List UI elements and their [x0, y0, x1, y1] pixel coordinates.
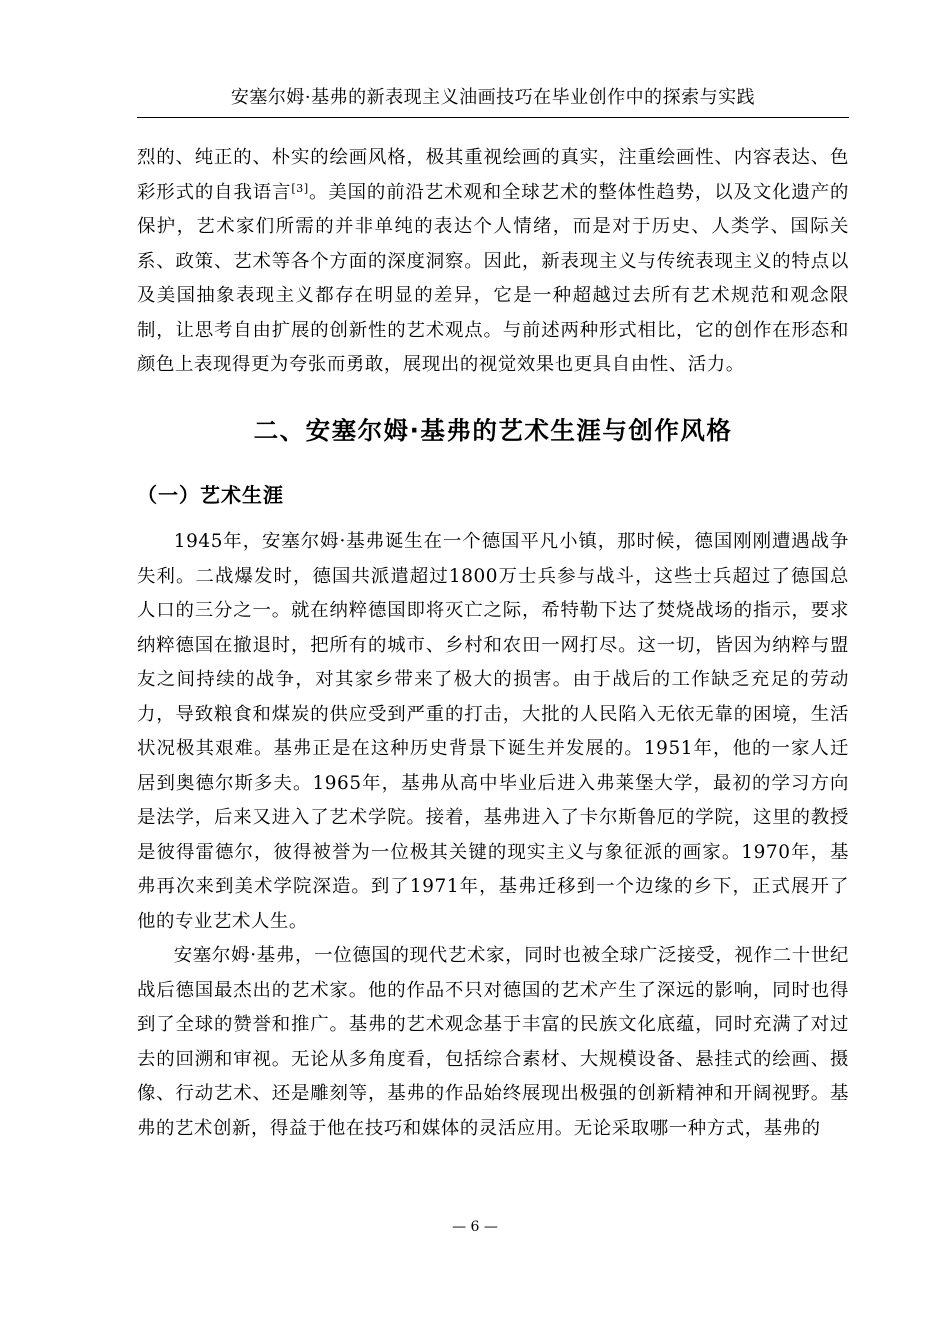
intro-text-part-2: 。美国的前沿艺术观和全球艺术的整体性趋势，以及文化遗产的保护，艺术家们所需的并非单纯的表达个人情绪，而是对于历史、人类学、国际关系、政策、艺术等各个方面的深度洞察。因此，新表现主义与传统表现主义的特点以及美国抽象表现主义都存在明显的差异，它是一种超越过去所有艺术规范和观念限制，让思考自由扩展的创新性的艺术观点。与前述两种形式相比，它的创作在形态和颜色上表现得更为夸张而勇敢，展现出的视觉效果也更具自由性、活力。 — [137, 181, 849, 375]
citation-marker[interactable]: [3] — [291, 181, 309, 195]
paragraph-1: 1945年，安塞尔姆·基弗诞生在一个德国平凡小镇，那时候，德国刚刚遭遇战争失利。二战爆发时，德国共派遣超过1800万士兵参与战斗，这些士兵超过了德国总人口的三分之一。就在纳粹德国即将灭亡之际，希特勒下达了焚烧战场的指示，要求纳粹德国在撤退时，把所有的城市、乡村和农田一网打尽。这一切，皆因为纳粹与盟友之间持续的战争，对其家乡带来了极大的损害。由于战后的工作缺乏充足的劳动力，导致粮食和煤炭的供应受到严重的打击，大批的人民陷入无依无靠的困境，生活状况极其艰难。基弗正是在这种历史背景下诞生并发展的。1951年，他的一家人迁居到奥德尔斯多夫。1965年，基弗从高中毕业后进入弗莱堡大学，最初的学习方向是法学，后来又进入了艺术学院。接着，基弗进入了卡尔斯鲁厄的学院，这里的教授是彼得雷德尔，彼得被誉为一位极其关键的现实主义与象征派的画家。1970年，基弗再次来到美术学院深造。到了1971年，基弗迁移到一个边缘的乡下，正式展开了他的专业艺术人生。 — [137, 531, 849, 932]
header-rule — [137, 117, 849, 118]
section-heading: 二、安塞尔姆·基弗的艺术生涯与创作风格 — [253, 416, 733, 445]
section-body — [137, 525, 849, 1146]
intro-paragraph — [137, 141, 849, 383]
page-number: — 6 — — [452, 1219, 498, 1235]
intro-text — [137, 141, 849, 383]
intro-text-part-1: 烈的、纯正的、朴实的绘画风格，极其重视绘画的真实，注重绘画性、内容表达、色彩形式的自我语言 — [137, 147, 849, 203]
running-header: 安塞尔姆·基弗的新表现主义油画技巧在毕业创作中的探索与实践 — [230, 87, 756, 108]
paragraph-2: 安塞尔姆·基弗，一位德国的现代艺术家，同时也被全球广泛接受，视作二十世纪战后德国最杰出的艺术家。他的作品不只对德国的艺术产生了深远的影响，同时也得到了全球的赞誉和推广。基弗的艺术观念基于丰富的民族文化底蕴，同时充满了对过去的回溯和审视。无论从多角度看，包括综合素材、大规模设备、悬挂式的绘画、摄像、行动艺术、还是雕刻等，基弗的作品始终展现出极强的创新精神和开阔视野。基弗的艺术创新，得益于他在技巧和媒体的灵活应用。无论采取哪一种方式，基弗的 — [137, 945, 849, 1139]
subsection-heading: （一）艺术生涯 — [137, 483, 284, 507]
